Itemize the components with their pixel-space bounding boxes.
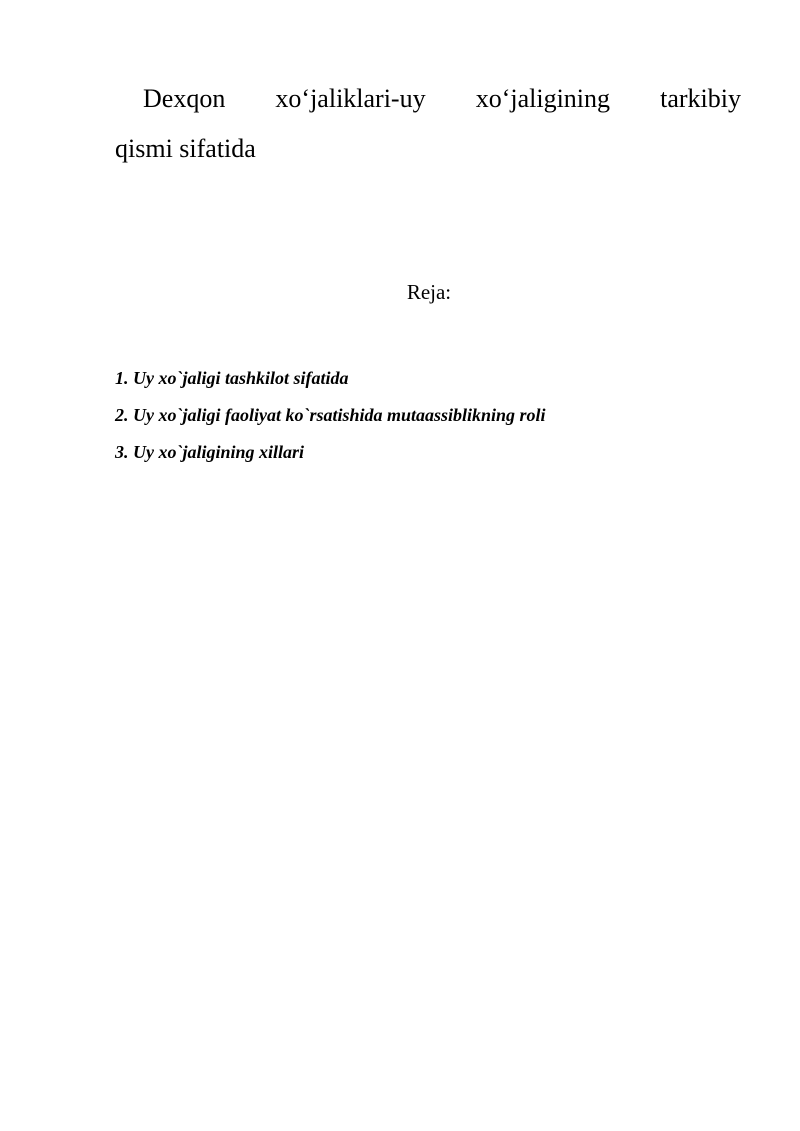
title-line-1 [115,74,741,124]
plan-list [115,360,546,471]
title-word: xo‘jaligining [475,84,611,113]
document-title [115,74,741,174]
title-word: xo‘jaliklari-uy [275,84,426,113]
title-word: tarkibiy [660,84,741,113]
plan-item: 2. Uy xo`jaligi faoliyat ko`rsatishida mutaassiblikning roli [115,405,546,425]
plan-heading: Reja: [406,280,452,304]
plan-item: 1. Uy xo`jaligi tashkilot sifatida [115,368,349,388]
plan-item: 3. Uy xo`jaligining xillari [115,442,305,462]
title-line-2: qismi sifatida [115,134,256,163]
title-word: Dexqon [143,84,226,113]
